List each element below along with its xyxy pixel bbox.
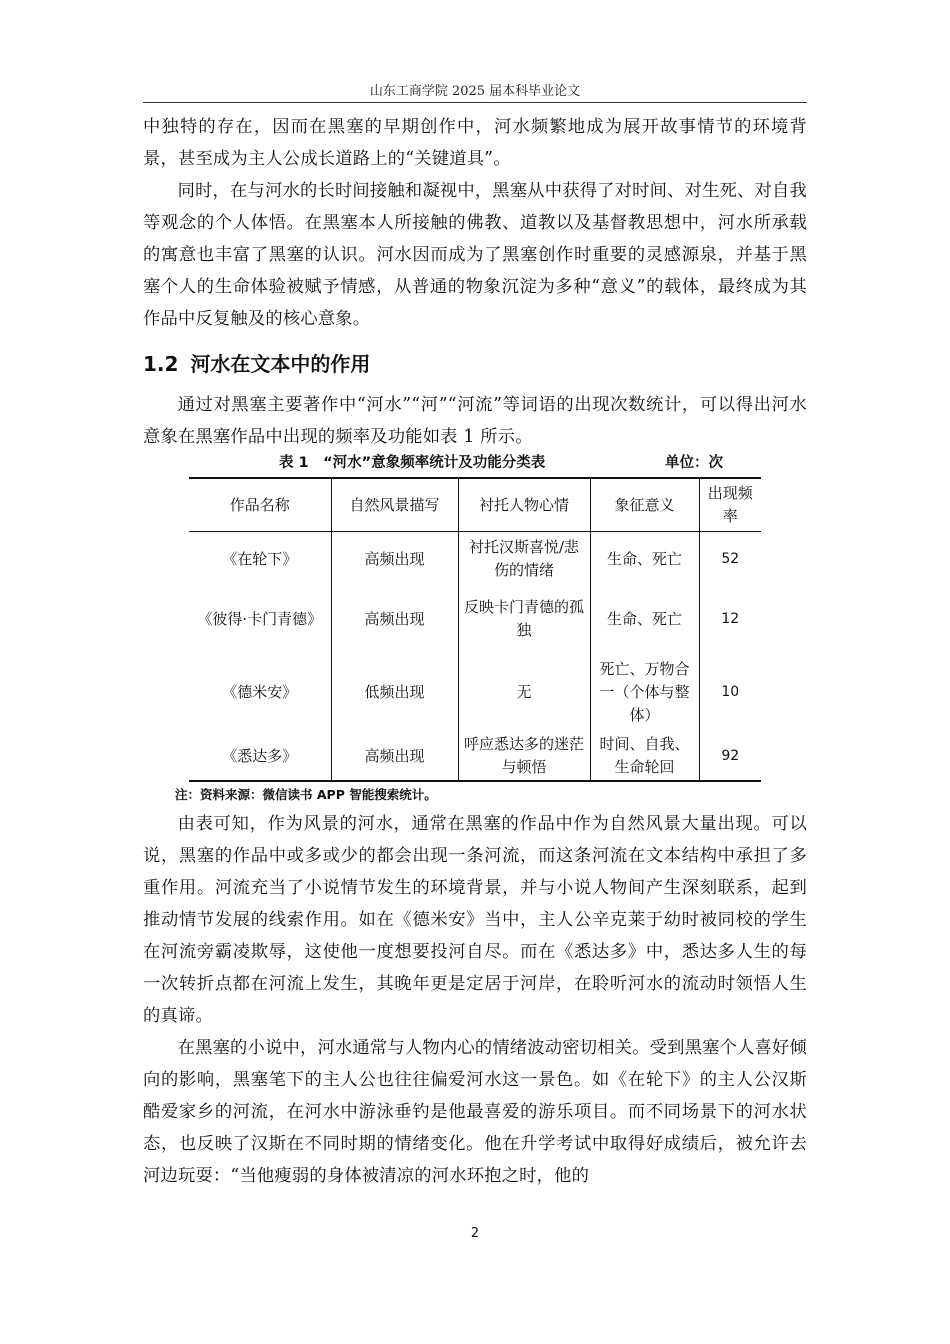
cell-work: 《德米安》 [189, 652, 331, 732]
table-row [189, 532, 761, 587]
paragraph-river-as-scenery: 由表可知，作为风景的河水，通常在黑塞的作品中作为自然风景大量出现。可以说，黑塞的作品中或多或少的都会出现一条河流，而这条河流在文本结构中承担了多重作用。河流充当了小说情节发生的环境背景，并与小说人物间产生深刻联系，起到推动情节发展的线索作用。如在《德米安》当中，主人公辛克莱于幼时被同校的学生在河流旁霸凌欺辱，这使他一度想要投河自尽。而在《悉达多》中，悉达多人生的每一次转折点都在河流上发生，其晚年更是定居于河岸，在聆听河水的流动时领悟人生的真谛。 [143, 814, 807, 1026]
table-row [189, 652, 761, 732]
section-heading [143, 349, 807, 379]
page-number: 2 [470, 1226, 480, 1241]
col-header-scenery: 自然风景描写 [331, 478, 458, 532]
page-body [143, 111, 807, 1192]
table-caption-title: 表 1 “河水”意象频率统计及功能分类表 [279, 455, 546, 471]
running-header: 山东工商学院 2025 届本科毕业论文 [369, 84, 581, 99]
table-caption [143, 453, 807, 473]
cell-mood: 呼应悉达多的迷茫与顿悟 [458, 732, 590, 781]
cell-mood: 无 [458, 652, 590, 732]
col-header-mood: 衬托人物心情 [458, 478, 590, 532]
table-header-row [189, 478, 761, 532]
cell-mood: 衬托汉斯喜悦/悲伤的情绪 [458, 532, 590, 587]
cell-symbol: 生命、死亡 [590, 532, 699, 587]
cell-symbol: 时间、自我、生命轮回 [590, 732, 699, 781]
col-header-work: 作品名称 [189, 478, 331, 532]
col-header-frequency: 出现频率 [699, 478, 761, 532]
table-row [189, 732, 761, 781]
cell-symbol: 生命、死亡 [590, 586, 699, 652]
paragraph-continuation: 中独特的存在，因而在黑塞的早期创作中，河水频繁地成为展开故事情节的环境背景，甚至成为主人公成长道路上的“关键道具”。 [143, 117, 807, 169]
cell-scenery: 高频出现 [331, 732, 458, 781]
table-caption-unit: 单位：次 [665, 455, 723, 471]
cell-mood: 反映卡门青德的孤独 [458, 586, 590, 652]
paragraph-river-inspiration: 同时，在与河水的长时间接触和凝视中，黑塞从中获得了对时间、对生死、对自我等观念的个人体悟。在黑塞本人所接触的佛教、道教以及基督教思想中，河水所承载的寓意也丰富了黑塞的认识。河水因而成为了黑塞创作时重要的灵感源泉，并基于黑塞个人的生命体验被赋予情感，从普通的物象沉淀为多种“意义”的载体，最终成为其作品中反复触及的核心意象。 [143, 181, 807, 329]
cell-frequency: 92 [699, 732, 761, 781]
river-frequency-table [189, 477, 761, 782]
cell-frequency: 52 [699, 532, 761, 587]
cell-frequency: 10 [699, 652, 761, 732]
cell-work: 《彼得·卡门青德》 [189, 586, 331, 652]
cell-scenery: 高频出现 [331, 532, 458, 587]
paragraph-river-and-emotion: 在黑塞的小说中，河水通常与人物内心的情绪波动密切相关。受到黑塞个人喜好倾向的影响，黑塞笔下的主人公也往往偏爱河水这一景色。如《在轮下》的主人公汉斯酷爱家乡的河流，在河水中游泳垂钓是他最喜爱的游乐项目。而不同场景下的河水状态，也反映了汉斯在不同时期的情绪变化。他在升学考试中取得好成绩后，被允许去河边玩耍：“当他瘦弱的身体被清凉的河水环抱之时，他的 [143, 1038, 807, 1186]
section-number: 1.2 [143, 352, 179, 376]
cell-scenery: 高频出现 [331, 586, 458, 652]
cell-scenery: 低频出现 [331, 652, 458, 732]
header-rule [143, 102, 807, 103]
paragraph-table-intro: 通过对黑塞主要著作中“河水”“河”“河流”等词语的出现次数统计，可以得出河水意象在黑塞作品中出现的频率及功能如表 1 所示。 [143, 395, 807, 447]
section-title: 河水在文本中的作用 [190, 352, 371, 376]
col-header-symbol: 象征意义 [590, 478, 699, 532]
cell-work: 《悉达多》 [189, 732, 331, 781]
table-source-note: 注：资料来源：微信读书 APP 智能搜索统计。 [175, 787, 437, 802]
cell-work: 《在轮下》 [189, 532, 331, 587]
table-row [189, 586, 761, 652]
cell-symbol: 死亡、万物合一（个体与整体） [590, 652, 699, 732]
cell-frequency: 12 [699, 586, 761, 652]
